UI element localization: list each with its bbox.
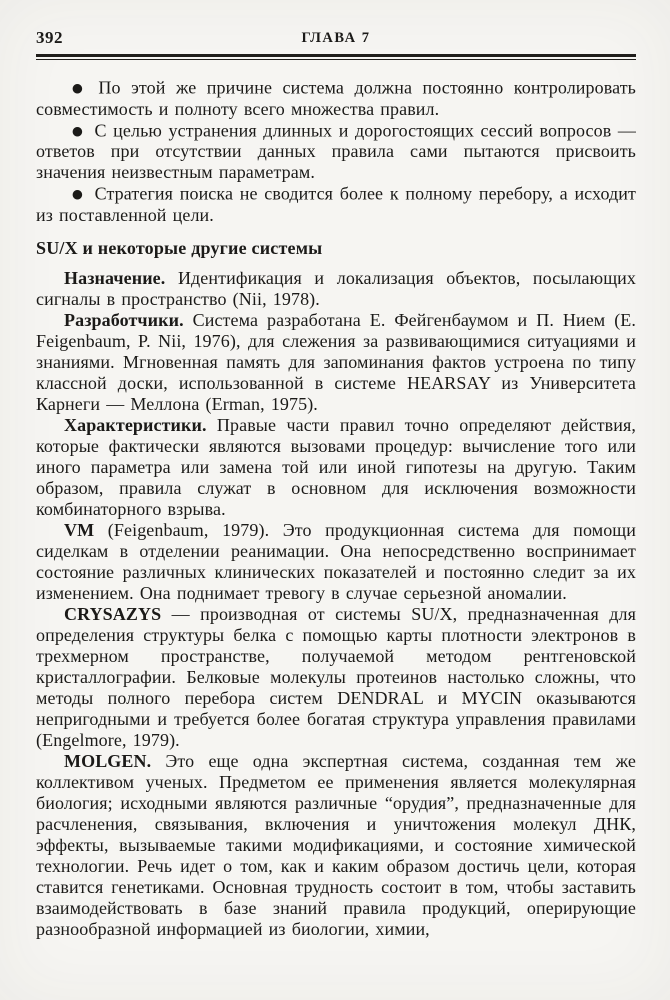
- bullet-icon: ●: [72, 122, 84, 138]
- paragraph-lead: MOLGEN.: [64, 750, 152, 771]
- paragraph-text: (Feigenbaum, 1979). Это продукционная система для помощи сиделкам в отделении реанимации. Она непосредственно воспринимает состояние различных клинических показателей и постоянно следит за их изменением. Она поднимает тревогу в случае серьезной аномалии.: [36, 519, 636, 603]
- bullet-paragraph: [36, 77, 636, 120]
- bullet-paragraph: [36, 120, 636, 184]
- paragraph-text: По этой же причине система должна постоянно контролировать совместимость и полноту всего множества правил.: [36, 77, 636, 119]
- paragraph-lead: VM: [64, 519, 95, 540]
- paragraph-razrabotchiki: [36, 310, 636, 415]
- paragraph-kharakteristiki: [36, 415, 636, 520]
- paragraph-text: Система разработана Е. Фейгенбаумом и П. Нием (E. Feigenbaum, P. Nii, 1976), для слежения за развивающимися ситуациями и знаниями. Мгновенная память для запоминания фактов устроена по типу классной доски, использованной в системе HEARSAY из Университета Карнеги — Меллона (Erman, 1975).: [36, 309, 636, 414]
- page-number: 392: [36, 28, 63, 47]
- bullet-icon: ●: [72, 80, 88, 95]
- paragraph-lead: Характеристики.: [64, 414, 207, 435]
- paragraph-text: — производная от системы SU/X, предназначенная для определения структуры белка с помощью карты плотности электронов в трехмерном пространстве, получаемой методом рентгеновской кристаллографии. Белковые молекулы протеинов настолько сложны, что методы полного перебора систем DENDRAL и MYCIN оказываются непригодными и требуется более богатая структура управления правилами (Engelmore, 1979).: [36, 603, 636, 750]
- paragraph-crysazys: [36, 604, 636, 751]
- chapter-running-head: ГЛАВА 7: [301, 30, 371, 46]
- header-double-rule: [36, 54, 636, 60]
- paragraph-lead: CRYSAZYS: [64, 603, 162, 624]
- section-heading: SU/X и некоторые другие системы: [36, 237, 323, 258]
- page-body: [36, 77, 636, 940]
- running-header: [36, 28, 636, 52]
- paragraph-vm: [36, 520, 636, 604]
- paragraph-text: Это еще одна экспертная система, созданная тем же коллективом ученых. Предметом ее применения является молекулярная биология; исходными являются различные “орудия”, предназначенные для расчленения, связывания, включения и уничтожения молекул ДНК, эффекты, вызываемые такими модификациями, и состояние химической технологии. Речь идет о том, как и каким образом достичь цели, которая ставится генетиками. Основная трудность состоит в том, чтобы заставить взаимодействовать в базе знаний правила продукций, оперирующие разнообразной информацией из биологии, химии,: [36, 750, 636, 939]
- paragraph-lead: Назначение.: [64, 267, 166, 288]
- bullet-paragraph: [36, 183, 636, 226]
- paragraph-text: Правые части правил точно определяют действия, которые фактически являются вызовами процедур: вычисление того или иного параметра или замена той или иной гипотезы на другую. Таким образом, правила служат в основном для исключения возможности комбинаторного взрыва.: [36, 414, 636, 519]
- bullet-icon: ●: [72, 186, 84, 201]
- paragraph-molgen: [36, 751, 636, 940]
- paragraph-naznachenie: [36, 268, 636, 310]
- paragraph-text: Стратегия поиска не сводится более к полному перебору, а исходит из поставленной цели.: [36, 183, 636, 225]
- paragraph-lead: Разработчики.: [64, 309, 184, 330]
- paragraph-text: С целью устранения длинных и дорогостоящих сессий вопросов — ответов при отсутствии данных правила сами пытаются присвоить значения неизвестным параметрам.: [36, 120, 636, 182]
- paragraph-text: Идентификация и локализация объектов, посылающих сигналы в пространство (Nii, 1978).: [36, 267, 636, 309]
